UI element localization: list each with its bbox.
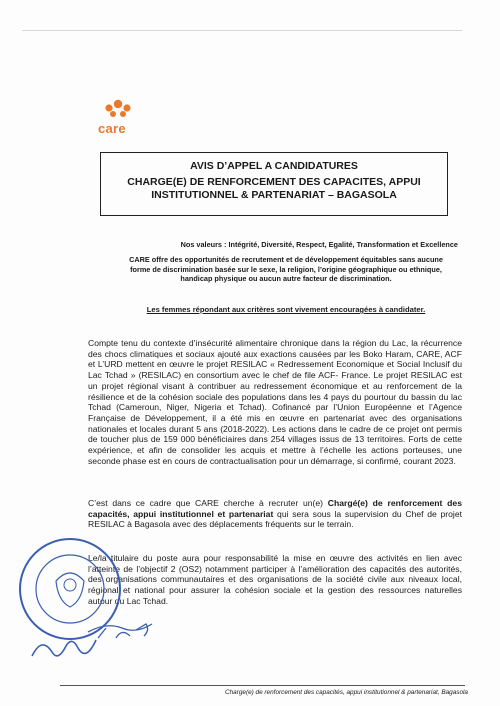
top-rule <box>22 30 462 31</box>
equal-opportunity-statement: CARE offre des opportunités de recrutement et de développement équitables sans aucune forme de discrimination basée sur le sexe, la religion, l’origine géographique ou ethnique, handicap physique ou aucun autre facteur de discrimination. <box>129 255 443 284</box>
recruitment-intro: C’est dans ce cadre que CARE cherche à recruter un(e) <box>88 498 328 508</box>
footer-rule <box>60 685 465 686</box>
page-footer: Charge(e) de renforcement des capacités, appui institutionnel & partenariat, Bagasola <box>225 689 468 696</box>
handwritten-signature-icon <box>28 612 178 672</box>
position-name: Chargé(e) de renforcement des capacités, appui institutionnel et partenariat <box>88 498 462 519</box>
notice-title: AVIS D’APPEL A CANDIDATURES <box>190 160 358 172</box>
title-box <box>100 152 448 216</box>
responsibility-paragraph: Le/la titulaire du poste aura pour responsabilité la mise en œuvre des activités en lien avec l’atteinte de l’objectif 2 (OS2) notamment participer à l’amélioration des capacités des autorités, des organisations communautaires et des organisations de la société civile aux niveaux local, régional et national pour assurer la cohésion sociale et la gestion des ressources naturelles autour du Lac Tchad. <box>88 553 462 606</box>
context-paragraph: Compte tenu du contexte d’insécurité alimentaire chronique dans la région du Lac, la récurrence des chocs climatiques et sociaux ajouté aux exactions causées par les Boko Haram, CARE, ACF et L’URD mettent en œuvre le projet RESILAC « Redressement Economique et Social Inclusif du Lac Tchad » (RESILAC) en consortium avec le chef de file ACF- France. Le projet RESILAC est un projet régional visant à contribuer au redressement économique et au renforcement de la résilience et de la cohésion sociale des populations dans les 4 pays du pourtour du bassin du lac Tchad (Cameroun, Niger, Nigeria et Tchad). Cofinancé par l’Union Européenne et l’Agence Française de Développement, il a été mis en œuvre en partenariat avec des organisations nationales et locales durant 5 ans (2018-2022). Les actions dans le cadre de ce projet ont permis de toucher plus de 159 000 bénéficiaires dans 254 villages issus de 13 territoires. Forts de cette expérience, et afin de consolider les acquis et mettre à l’échelle les actions porteuses, une seconde phase est en cours de contractualisation pour un démarrage, si confirmé, courant 2023. <box>88 338 462 466</box>
recruitment-paragraph <box>88 498 462 530</box>
women-encouraged-notice: Les femmes répondant aux critères sont vivement encouragées à candidater. <box>146 305 426 314</box>
position-title: CHARGE(E) DE RENFORCEMENT DES CAPACITES, APPUI INSTITUTIONNEL & PARTENARIAT – BAGASOLA <box>127 176 421 201</box>
recruitment-supervision: qui sera sous la supervision du Chef de projet RESILAC à Bagasola avec des déplacements fréquents sur le terrain. <box>88 508 462 530</box>
values-statement: Nos valeurs : Intégrité, Diversité, Respect, Egalité, Transformation et Excellence <box>180 240 458 249</box>
care-logo-text: care <box>98 121 126 136</box>
